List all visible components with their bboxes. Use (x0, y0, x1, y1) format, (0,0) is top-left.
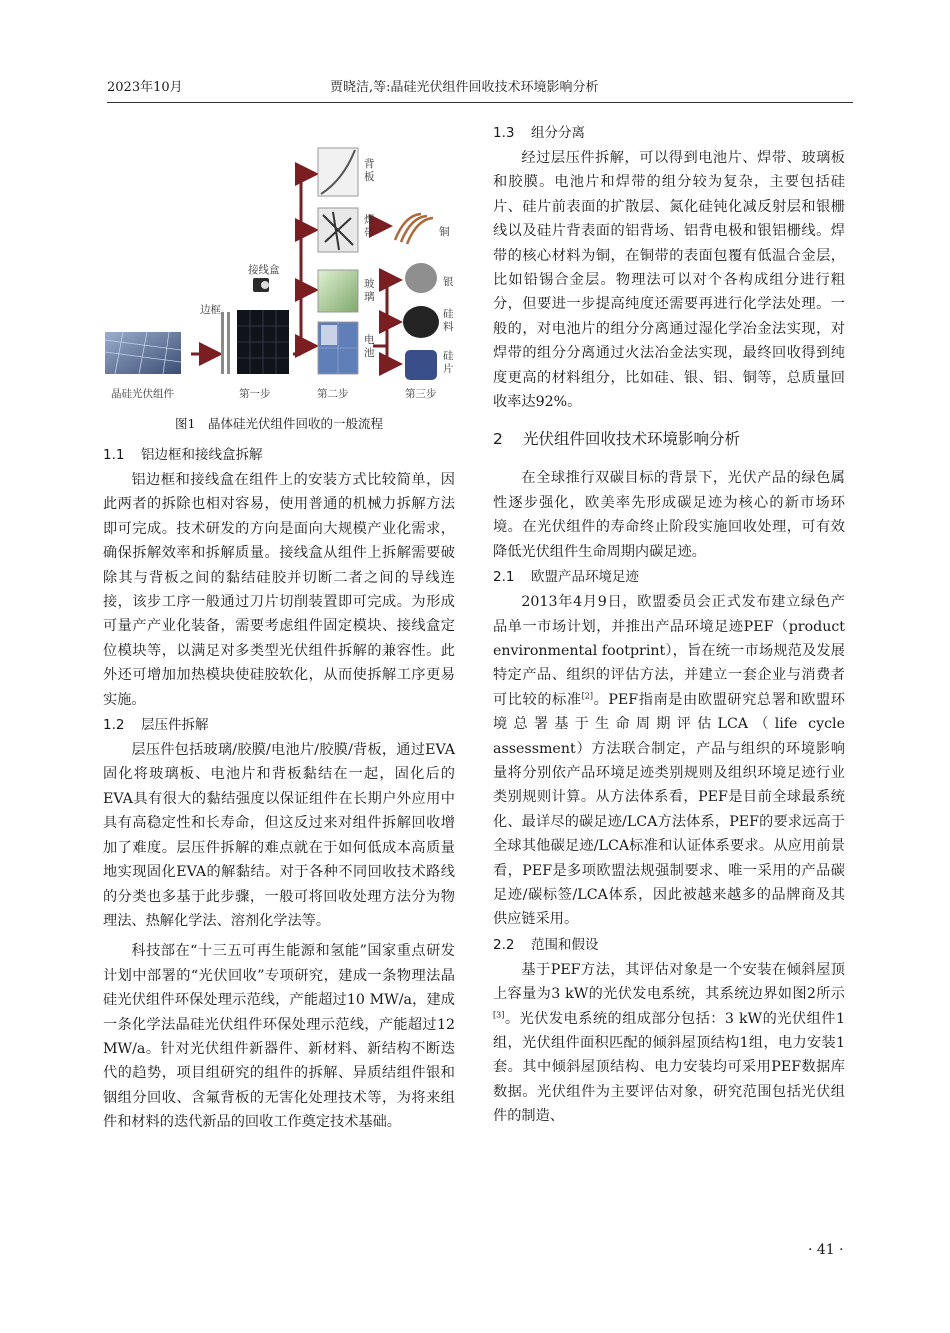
section-title: 铝边框和接线盒拆解 (141, 447, 263, 463)
glass-image (318, 270, 358, 312)
label-silver: 银 (443, 276, 454, 288)
right-column (493, 120, 845, 1129)
section-number: 1.3 (493, 125, 515, 141)
frame-bar (221, 312, 224, 374)
label-module: 晶硅光伏组件 (111, 388, 174, 400)
label-backsheet: 背板 (364, 158, 375, 183)
label-cell: 电池 (364, 334, 375, 359)
text-run: 。PEF指南是由欧盟研究总署和欧盟环境总署基于生命周期评估LCA（life cycle assessment）方法联合制定，产品与组织的环境影响量将分别依产品环境足迹类别规则及组织环境足迹行业类别规则计算。从方法体系看，PEF是目前全球最系统化、最详尽的碳足迹/LCA方法体系，PEF的要求远高于全球其他碳足迹/LCA标准和认证体系要求。从应用前景看，PEF是多项欧盟法规强制要求、唯一采用的产品碳足迹/碳标签/LCA体系，因此被越来越多的品牌商及其供应链采用。 (493, 691, 845, 928)
section-2-heading (493, 426, 845, 452)
frame-bar (227, 312, 230, 374)
section-2-1-heading (493, 566, 845, 588)
silver-image (405, 263, 437, 293)
section-1-2-body-2: 科技部在“十三五可再生能源和氢能”国家重点研发计划中部署的“光伏回收”专项研究，建成一条物理法晶硅光伏组件环保处理示范线，产能超过10 MW/a，建成一条化学法晶硅光伏组件环保处理示范线，产能超过12 MW/a。针对光伏组件新器件、新材料、新结构不断迭代的趋势，项目组研究的组件的拆解、异质结组件银和铟组分回收、含氟背板的无害化处理技术等，为将来组件和材料的迭代新品的回收工作奠定技术基础。 (103, 943, 455, 1131)
section-number: 2 (493, 430, 503, 449)
section-title: 光伏组件回收技术环境影响分析 (523, 430, 741, 449)
section-2-2-heading (493, 934, 845, 956)
text-run: 2013年4月9日，欧盟委员会正式发布建立绿色产品单一市场计划，并推出产品环境足迹PEF（product environmental footprint），旨在统一市场规范及发展特定产品、组织的评估方法，并建立一套企业与消费者可比较的标准 (493, 594, 845, 708)
label-silicon-powder: 硅料 (443, 308, 454, 333)
section-2-2-body (493, 958, 845, 1129)
label-junction-box: 接线盒 (248, 264, 280, 276)
section-title: 组分分离 (531, 125, 585, 141)
section-2-body: 在全球推行双碳目标的背景下，光伏产品的绿色属性逐步强化，欧美率先形成碳足迹为核心的新市场环境。在光伏组件的寿命终止阶段实施回收处理，可有效降低光伏组件生命周期内碳足迹。 (493, 470, 845, 560)
section-1-1-heading (103, 444, 455, 466)
label-step2: 第二步 (317, 388, 349, 400)
running-header (107, 70, 853, 98)
section-1-3-heading (493, 122, 845, 144)
section-number: 2.1 (493, 569, 515, 586)
citation: [2] (581, 690, 594, 700)
label-step3: 第三步 (405, 388, 437, 400)
copper-image (395, 214, 433, 244)
citation: [3] (493, 1009, 505, 1019)
header-date: 2023年10月 (107, 80, 183, 95)
label-glass: 玻璃 (364, 278, 375, 303)
section-title: 欧盟产品环境足迹 (531, 569, 639, 586)
header-rule (107, 102, 853, 103)
section-1-2-heading (103, 714, 455, 736)
label-copper: 铜 (439, 226, 450, 238)
figure-caption: 图1 晶体硅光伏组件回收的一般流程 (175, 416, 383, 431)
section-2-1-body (493, 590, 845, 932)
silicon-powder-image (403, 306, 439, 338)
silicon-wafer-image (405, 350, 437, 380)
figure-1 (103, 120, 455, 431)
section-1-1-body: 铝边框和接线盒在组件上的安装方式比较简单，因此两者的拆除也相对容易，使用普通的机械力拆解方法即可完成。技术研发的方向是面向大规模产业化需求，确保拆解效率和拆解质量。接线盒从组件上拆解需要破除其与背板之间的黏结硅胶并切断二者之间的导线连接，该步工序一般通过刀片切削装置即可完成。为形成可量产产业化装备，需要考虑组件固定模块、接线盒定位模块等，以满足对多类型光伏组件拆解的兼容性。此外还可增加加热模块使硅胶软化，从而使拆解工序更易实施。 (103, 472, 455, 708)
section-1-2-body-1: 层压件包括玻璃/胶膜/电池片/胶膜/背板，通过EVA固化将玻璃板、电池片和背板黏结在一起，固化后的EVA具有很大的黏结强度以保证组件在长期户外应用中具有高稳定性和长寿命，但这反过来对组件拆解回收增加了难度。层压件拆解的难点就在于如何低成本高质量地实现固化EVA的解黏结。对于各种不同回收技术路线的分类也多基于此步骤，一般可将回收处理方法分为物理法、热解化学法、溶剂化学法等。 (103, 742, 455, 929)
section-1-3-body: 经过层压件拆解，可以得到电池片、焊带、玻璃板和胶膜。电池片和焊带的组分较为复杂，主要包括硅片、硅片前表面的扩散层、氮化硅钝化减反射层和银栅线以及硅片背表面的铝背场、铝背电极和银铝栅线。焊带的核心材料为铜，在铜带的表面包覆有低温合金层，比如铅锡合金层。物理法可以对个各构成组分进行粗分，但要进一步提高纯度还需要再进行化学法处理。一般的，对电池片的组分分离通过湿化学冶金法实现，对焊带的组分分离通过火法冶金法实现，最终回收得到纯度更高的材料组分，比如硅、银、铝、铜等，总质量回收率达92%。 (493, 150, 845, 411)
section-number: 1.2 (103, 717, 125, 734)
section-number: 1.1 (103, 447, 125, 463)
left-column (103, 120, 455, 1135)
text-run: 。光伏发电系统的组成部分包括：3 kW的光伏组件1组，光伏组件面积匹配的倾斜屋顶结构1组，电力安装1套。其中倾斜屋顶结构、电力安装均可采用PEF数据库数据。光伏组件为主要评估对象，研究范围包括光伏组件的制造、 (493, 1010, 845, 1125)
label-frame: 边框 (200, 304, 221, 316)
text-run: 基于PEF方法，其评估对象是一个安装在倾斜屋顶上容量为3 kW的光伏发电系统，其系统边界如图2所示 (493, 961, 845, 1003)
section-title: 层压件拆解 (141, 717, 209, 734)
header-running-title: 贾晓洁,等:晶硅光伏组件回收技术环境影响分析 (330, 80, 599, 95)
label-silicon-wafer: 硅片 (443, 350, 454, 375)
label-ribbon: 焊带 (364, 214, 375, 239)
section-title: 范围和假设 (531, 936, 599, 953)
page-number: · 41 · (808, 1242, 844, 1258)
label-step1: 第一步 (239, 388, 271, 400)
section-number: 2.2 (493, 936, 515, 953)
